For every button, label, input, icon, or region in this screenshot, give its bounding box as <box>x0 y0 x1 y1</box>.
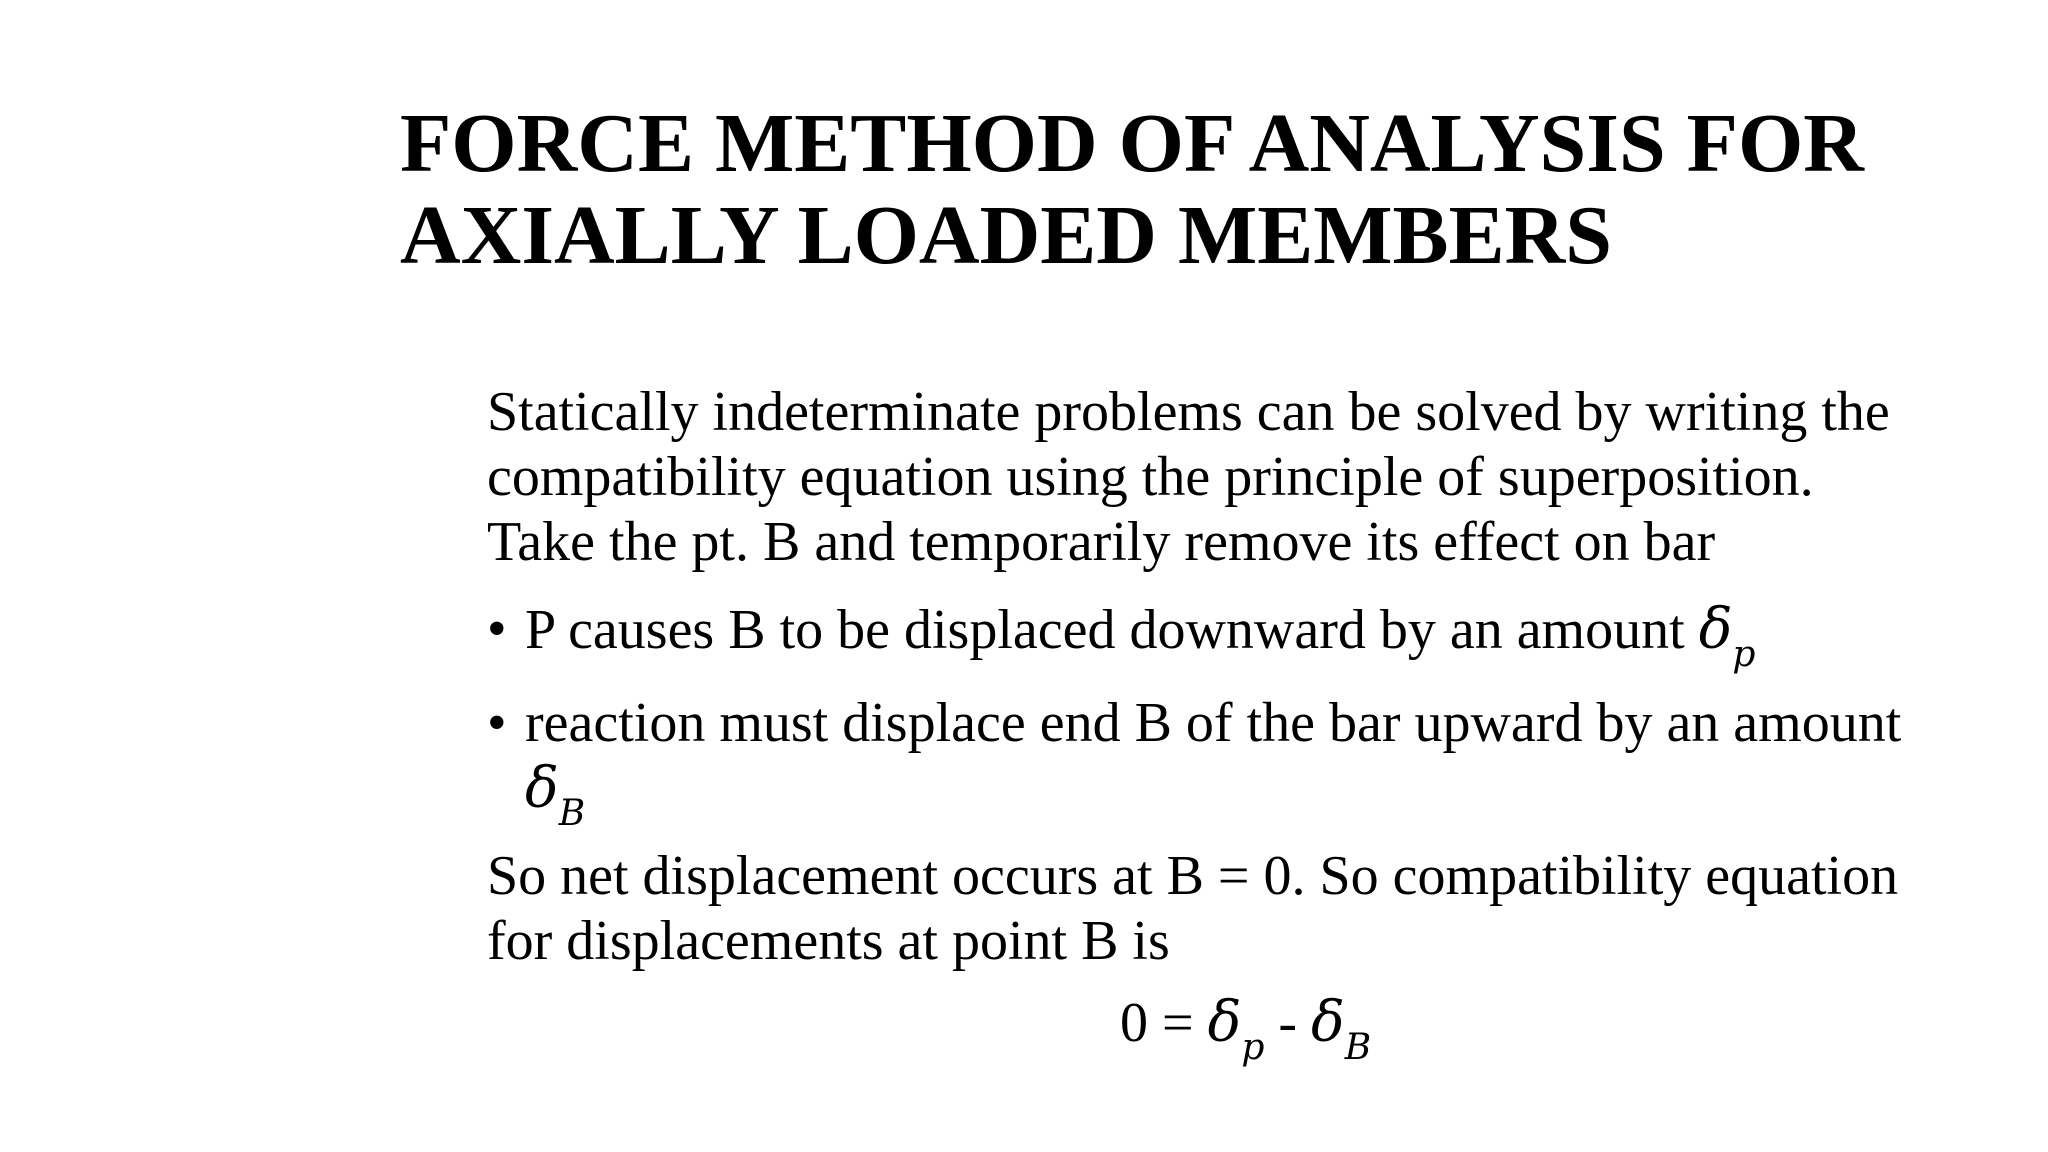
bullet-2-text: reaction must displace end B of the bar upward by an amount <box>525 692 1902 754</box>
delta-subscript: p <box>1241 1027 1265 1068</box>
conclusion-paragraph <box>487 844 2027 974</box>
delta-symbol: δ <box>525 756 559 821</box>
intro-paragraph <box>487 380 2027 575</box>
intro-line-1: Statically indeterminate problems can be solved by writing the <box>487 381 1890 443</box>
delta-symbol: δ <box>1698 597 1733 662</box>
equation-lhs: 0 = <box>1120 992 1208 1054</box>
slide-body <box>487 380 2027 974</box>
delta-symbol: δ <box>1311 990 1345 1055</box>
delta-symbol: δ <box>1207 990 1242 1055</box>
delta-subscript: B <box>558 793 586 834</box>
bullet-1-text: P causes B to be displaced downward by an amount <box>525 599 1699 661</box>
equation-operator: - <box>1264 992 1312 1054</box>
bullet-2-continuation <box>525 756 2027 834</box>
delta-subscript: p <box>1732 634 1756 675</box>
slide-title <box>400 98 1960 282</box>
intro-line-2: compatibility equation using the principle of superposition. <box>487 446 1814 508</box>
conclusion-line-1: So net displacement occurs at B = 0. So compatibility equation <box>487 845 1899 907</box>
bullet-item-2 <box>487 691 2027 834</box>
title-line-2: AXIALLY LOADED MEMBERS <box>400 189 1612 282</box>
bullet-item-1 <box>487 597 2027 675</box>
delta-subscript: B <box>1344 1027 1372 1068</box>
title-line-1: FORCE METHOD OF ANALYSIS FOR <box>400 97 1864 190</box>
conclusion-line-2: for displacements at point B is <box>487 910 1170 972</box>
intro-line-3: Take the pt. B and temporarily remove its effect on bar <box>487 511 1716 573</box>
compatibility-equation <box>1120 990 1372 1068</box>
